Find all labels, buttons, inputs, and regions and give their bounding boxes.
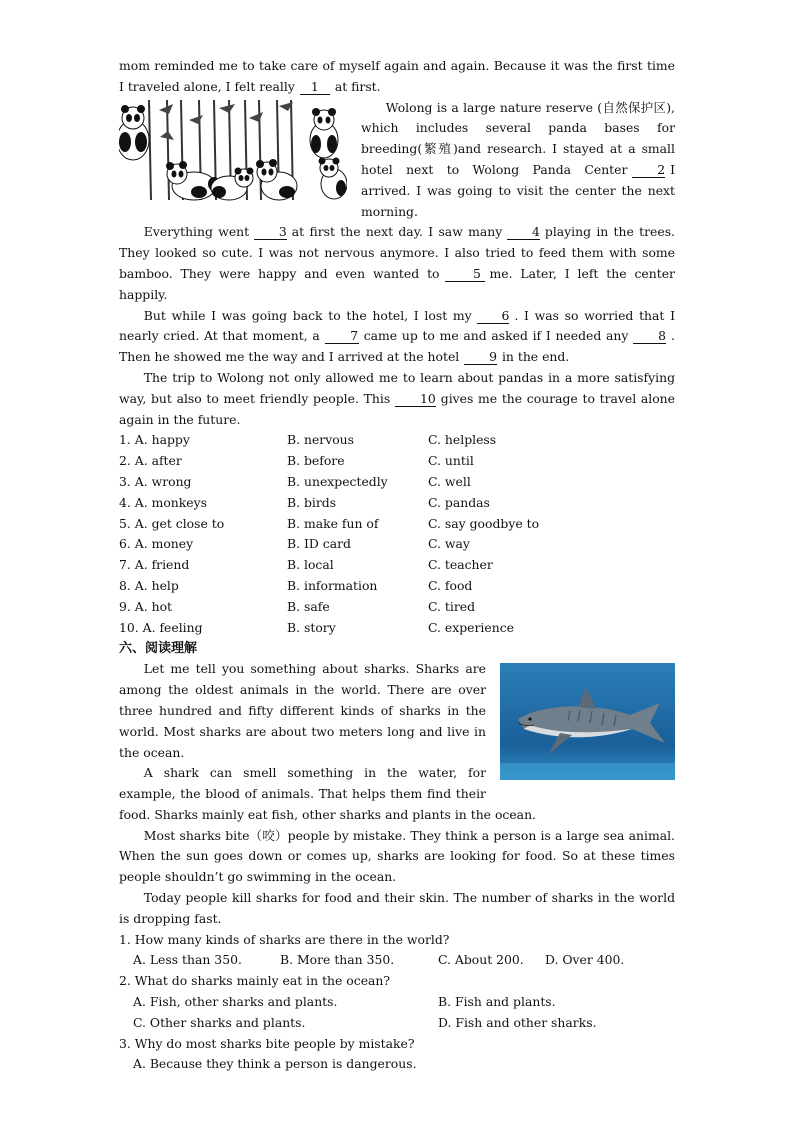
passage-paragraph-3: But while I was going back to the hotel, I lost my 6 . I was so worried that I nearly cried. At that moment, a 7 came up to me and asked if I needed any 8 . Then he showed me the way and I arrived at the hotel 9 in the end. xyxy=(119,307,675,365)
option-2a: 2. A. after xyxy=(119,453,182,469)
q1-option-d: D. Over 400. xyxy=(545,952,625,968)
option-9c: C. tired xyxy=(428,598,476,614)
blank-6: 6 xyxy=(477,309,510,324)
blank-9: 9 xyxy=(464,350,497,365)
panda-top-right xyxy=(310,108,338,158)
question-1-options xyxy=(119,950,675,971)
option-6a: 6. A. money xyxy=(119,536,194,552)
blank-1: 1 xyxy=(300,80,330,95)
blank-7: 7 xyxy=(325,329,359,344)
section-heading: 六、阅读理解 xyxy=(119,641,198,657)
q2-option-b: B. Fish and plants. xyxy=(438,994,556,1010)
question-3: 3. Why do most sharks bite people by mistake? xyxy=(119,1035,415,1051)
option-8c: C. food xyxy=(428,577,473,593)
option-3a: 3. A. wrong xyxy=(119,473,192,489)
q2-option-a: A. Fish, other sharks and plants. xyxy=(133,994,338,1010)
option-10c: C. experience xyxy=(428,619,514,635)
passage-paragraph-1: Wolong is a large nature reserve (自然保护区), which includes several panda bases for breeding(繁殖)and research. I stayed at a small hotel next to Wolong Panda Center 2 I arrived. I was going to visit the center the next morning. xyxy=(361,99,675,219)
option-5a: 5. A. get close to xyxy=(119,515,225,531)
option-3b: B. unexpectedly xyxy=(287,473,388,489)
blank-3: 3 xyxy=(254,225,287,240)
question-1: 1. How many kinds of sharks are there in the world? xyxy=(119,931,450,947)
option-6c: C. way xyxy=(428,536,470,552)
option-5c: C. say goodbye to xyxy=(428,515,540,531)
question-2-options xyxy=(119,992,675,1034)
option-2b: B. before xyxy=(287,453,345,469)
option-1b: B. nervous xyxy=(287,432,355,448)
cloze-options xyxy=(119,430,675,638)
option-9a: 9. A. hot xyxy=(119,598,173,614)
option-8a: 8. A. help xyxy=(119,577,179,593)
question-2: 2. What do sharks mainly eat in the ocean? xyxy=(119,973,391,989)
option-4a: 4. A. monkeys xyxy=(119,494,207,510)
document-page xyxy=(119,56,675,1075)
option-7b: B. local xyxy=(287,557,334,573)
blank-10: 10 xyxy=(395,392,436,407)
q2-option-c: C. Other sharks and plants. xyxy=(133,1014,306,1030)
q2-option-d: D. Fish and other sharks. xyxy=(438,1014,597,1030)
blank-5: 5 xyxy=(445,267,485,282)
q1-option-c: C. About 200. xyxy=(438,952,524,968)
passage-paragraph-4: The trip to Wolong not only allowed me to learn about pandas in a more satisfying way, but also to meet friendly people. This 10 gives me the courage to travel alone again in the future. xyxy=(119,369,675,427)
shark-photo xyxy=(500,663,675,780)
option-1c: C. helpless xyxy=(428,432,497,448)
option-4c: C. pandas xyxy=(428,494,490,510)
q1-option-a: A. Less than 350. xyxy=(133,952,242,968)
reading-paragraph-2: A shark can smell something in the water, for example, the blood of animals. That helps them find their food. Sharks mainly eat fish, other sharks and plants in the ocean. xyxy=(119,765,536,822)
passage-intro: mom reminded me to take care of myself again and again. Because it was the first time I traveled alone, I felt really 1 at first. xyxy=(119,58,675,94)
option-6b: B. ID card xyxy=(287,536,351,552)
option-1a: 1. A. happy xyxy=(119,432,190,448)
option-8b: B. information xyxy=(287,577,378,593)
q1-option-b: B. More than 350. xyxy=(280,952,395,968)
option-9b: B. safe xyxy=(287,598,330,614)
reading-paragraph-4: Today people kill sharks for food and their skin. The number of sharks in the world is dropping fast. xyxy=(119,890,675,926)
blank-2: 2 xyxy=(632,163,665,178)
option-3c: C. well xyxy=(428,473,471,489)
option-2c: C. until xyxy=(428,453,474,469)
q3-option-a: A. Because they think a person is dangerous. xyxy=(133,1056,417,1072)
option-7a: 7. A. friend xyxy=(119,557,190,573)
option-4b: B. birds xyxy=(287,494,337,510)
passage-paragraph-2: Everything went 3 at first the next day. I saw many 4 playing in the trees. They looked so cute. I was not nervous anymore. I also tried to feed them with some bamboo. They were happy and even wanted to 5 me. Later, I left the center happily. xyxy=(119,224,675,302)
blank-4: 4 xyxy=(507,225,540,240)
reading-paragraph-1: Let me tell you something about sharks. Sharks are among the oldest animals in the world. There are over three hundred and fifty different kinds of sharks in the world. Most sharks are about two meters long and live in the ocean. xyxy=(119,661,486,760)
blank-8: 8 xyxy=(633,329,666,344)
option-10b: B. story xyxy=(287,619,336,635)
option-10a: 10. A. feeling xyxy=(119,619,203,635)
option-7c: C. teacher xyxy=(428,557,493,573)
reading-paragraph-3: Most sharks bite（咬）people by mistake. They think a person is a large sea animal. When the sun goes down or comes up, sharks are looking for food. So at these times people shouldn’t go swimming in the ocean. xyxy=(119,827,676,885)
option-5b: B. make fun of xyxy=(287,515,379,531)
panda-illustration xyxy=(119,100,347,204)
